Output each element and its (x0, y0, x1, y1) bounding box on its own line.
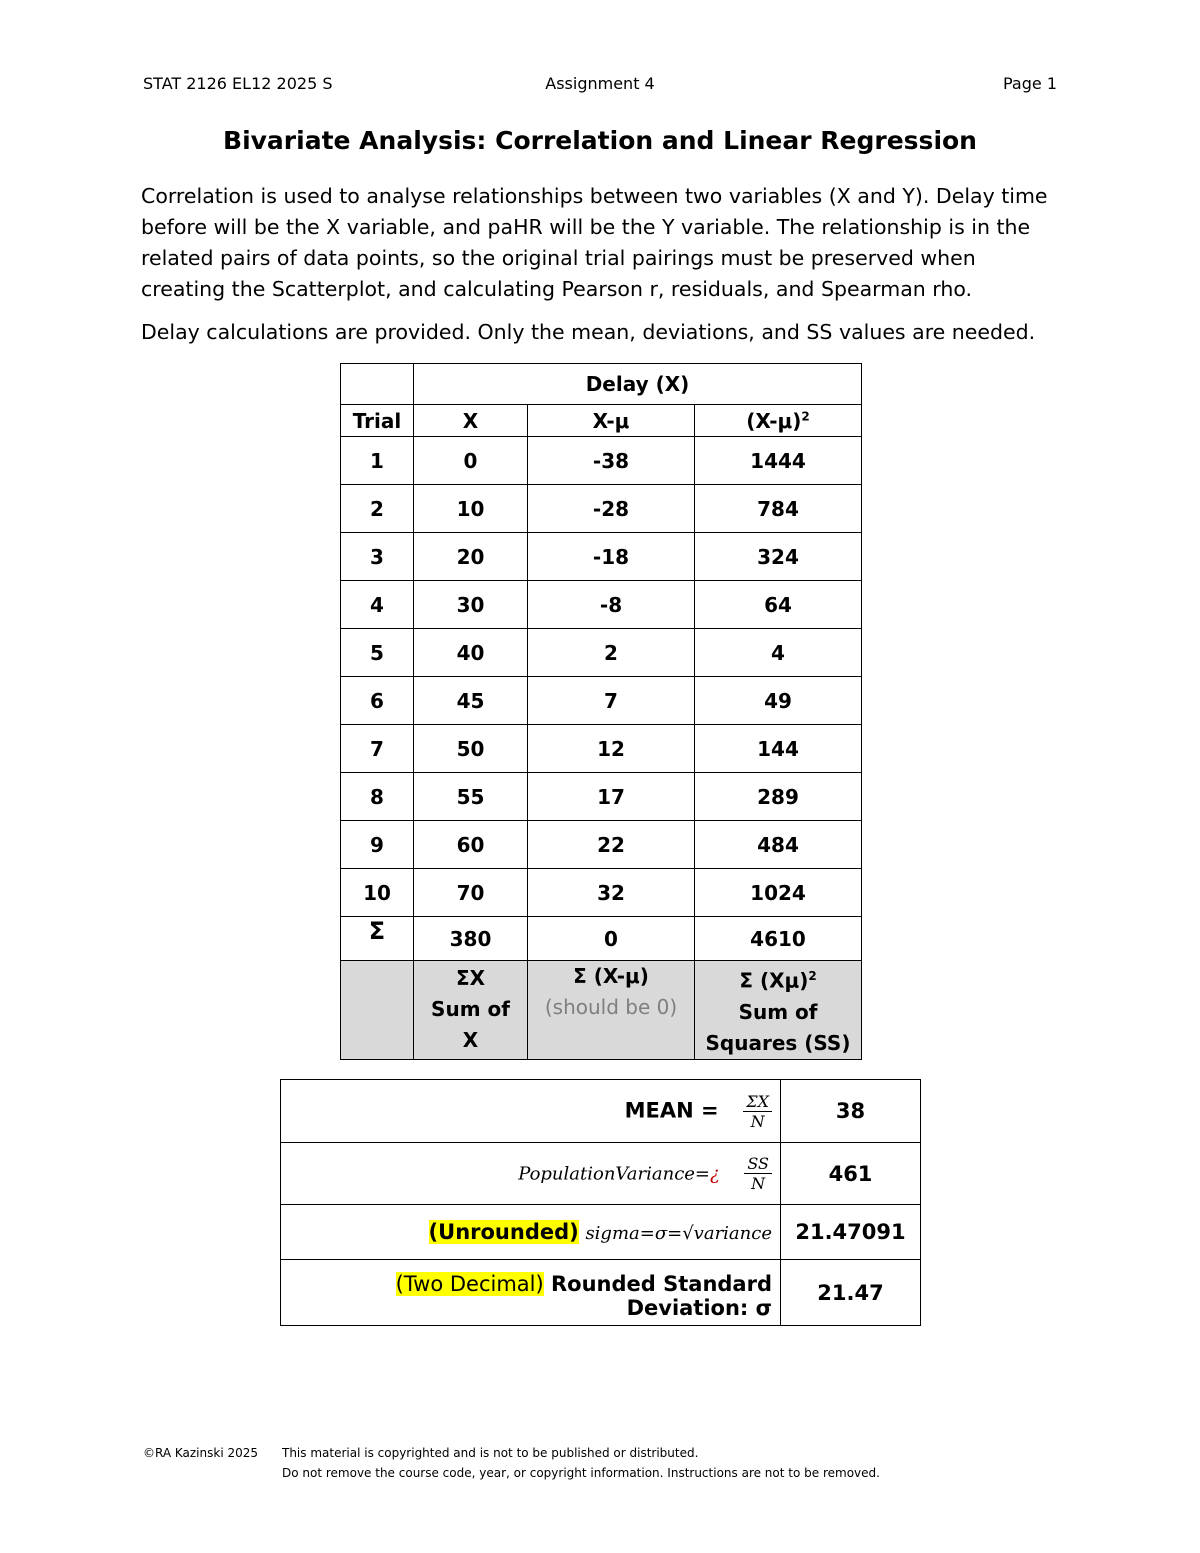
x-cell: 45 (414, 677, 528, 725)
sigma-label-cell: (Unrounded) sigma=σ=√variance (281, 1205, 781, 1260)
squared-cell: 484 (695, 821, 862, 869)
col-header-trial: Trial (341, 405, 414, 437)
table-row (341, 629, 862, 677)
col-header-deviation: X-μ (528, 405, 695, 437)
squared-cell: 4 (695, 629, 862, 677)
squared-cell: 1024 (695, 869, 862, 917)
deviation-cell: 32 (528, 869, 695, 917)
rounded-label-cell: (Two Decimal) Rounded Standard Deviation: σ (281, 1260, 781, 1326)
table-row (341, 821, 862, 869)
page-title: Bivariate Analysis: Correlation and Linear Regression (223, 126, 977, 155)
header-assignment: Assignment 4 (545, 74, 655, 93)
x-cell: 20 (414, 533, 528, 581)
squared-cell: 49 (695, 677, 862, 725)
footer-copyright: ©RA Kazinski 2025 (143, 1446, 259, 1460)
col-header-x: X (414, 405, 528, 437)
squared-cell: 784 (695, 485, 862, 533)
table-row (341, 725, 862, 773)
trial-cell: 3 (341, 533, 414, 581)
x-cell: 70 (414, 869, 528, 917)
variance-value: 461 (781, 1143, 921, 1205)
rounded-sd-value: 21.47 (781, 1260, 921, 1326)
trial-cell: 9 (341, 821, 414, 869)
header-page-number: Page 1 (1003, 74, 1057, 93)
deviation-cell: -28 (528, 485, 695, 533)
deviation-cell: 2 (528, 629, 695, 677)
mean-label-cell: MEAN = $\frac{\Sigma X}{N}$ (281, 1080, 781, 1143)
trial-cell: 6 (341, 677, 414, 725)
intro-paragraph: Correlation is used to analyse relationships between two variables (X and Y). Delay time before will be the X variable, and paHR will be the Y variable. The relationship is in the related pairs of data points, so the original trial pairings must be preserved when creating the Scatterplot, and calculating Pearson r, residuals, and Spearman rho. (141, 184, 1048, 301)
empty-corner-cell (341, 364, 414, 405)
squared-cell: 64 (695, 581, 862, 629)
footer-empty-cell (341, 961, 414, 1060)
col-header-squared: $(X-\mu)^2$ (695, 405, 862, 437)
table-row (341, 581, 862, 629)
footer-notice-line1: This material is copyrighted and is not to be published or distributed. (282, 1446, 699, 1460)
table-row (341, 437, 862, 485)
footer-sum-squares: Σ $(X\mu)^2$ Sum of Squares (SS) (695, 961, 862, 1060)
squared-cell: 324 (695, 533, 862, 581)
delay-table (340, 363, 862, 1060)
sum-squared: 4610 (695, 917, 862, 961)
squared-cell: 144 (695, 725, 862, 773)
mean-value: 38 (781, 1080, 921, 1143)
x-cell: 0 (414, 437, 528, 485)
trial-cell: 5 (341, 629, 414, 677)
group-header: Delay (X) (414, 364, 862, 405)
deviation-cell: 7 (528, 677, 695, 725)
table-row (341, 677, 862, 725)
x-cell: 60 (414, 821, 528, 869)
deviation-cell: 12 (528, 725, 695, 773)
sigma-value: 21.47091 (781, 1205, 921, 1260)
table-row (341, 533, 862, 581)
deviation-cell: 22 (528, 821, 695, 869)
stats-table (280, 1079, 921, 1326)
trial-cell: 7 (341, 725, 414, 773)
trial-cell: 10 (341, 869, 414, 917)
squared-cell: 1444 (695, 437, 862, 485)
table-row (341, 869, 862, 917)
deviation-cell: 17 (528, 773, 695, 821)
footer-sum-x: ΣX Sum of X (414, 961, 528, 1060)
footer-notice-line2: Do not remove the course code, year, or copyright information. Instructions are not to be removed. (282, 1466, 880, 1480)
squared-cell: 289 (695, 773, 862, 821)
table-row (341, 773, 862, 821)
variance-fraction: $\frac{SS}{N}$ (744, 1154, 772, 1193)
x-cell: 40 (414, 629, 528, 677)
x-cell: 50 (414, 725, 528, 773)
footer-sum-deviation: Σ (X-μ) (should be 0) (528, 961, 695, 1060)
header-course-code: STAT 2126 EL12 2025 S (143, 74, 333, 93)
note-paragraph: Delay calculations are provided. Only the mean, deviations, and SS values are needed. (141, 320, 1036, 344)
x-cell: 55 (414, 773, 528, 821)
sum-deviation: 0 (528, 917, 695, 961)
variance-label-cell: PopulationVariance=¿ $\frac{SS}{N}$ (281, 1143, 781, 1205)
sum-x: 380 (414, 917, 528, 961)
deviation-cell: -8 (528, 581, 695, 629)
trial-cell: 8 (341, 773, 414, 821)
x-cell: 10 (414, 485, 528, 533)
trial-cell: 4 (341, 581, 414, 629)
deviation-cell: -18 (528, 533, 695, 581)
table-row (341, 485, 862, 533)
deviation-cell: -38 (528, 437, 695, 485)
sum-label: Σ (341, 917, 414, 961)
x-cell: 30 (414, 581, 528, 629)
trial-cell: 1 (341, 437, 414, 485)
mean-fraction: $\frac{\Sigma X}{N}$ (743, 1092, 772, 1131)
trial-cell: 2 (341, 485, 414, 533)
